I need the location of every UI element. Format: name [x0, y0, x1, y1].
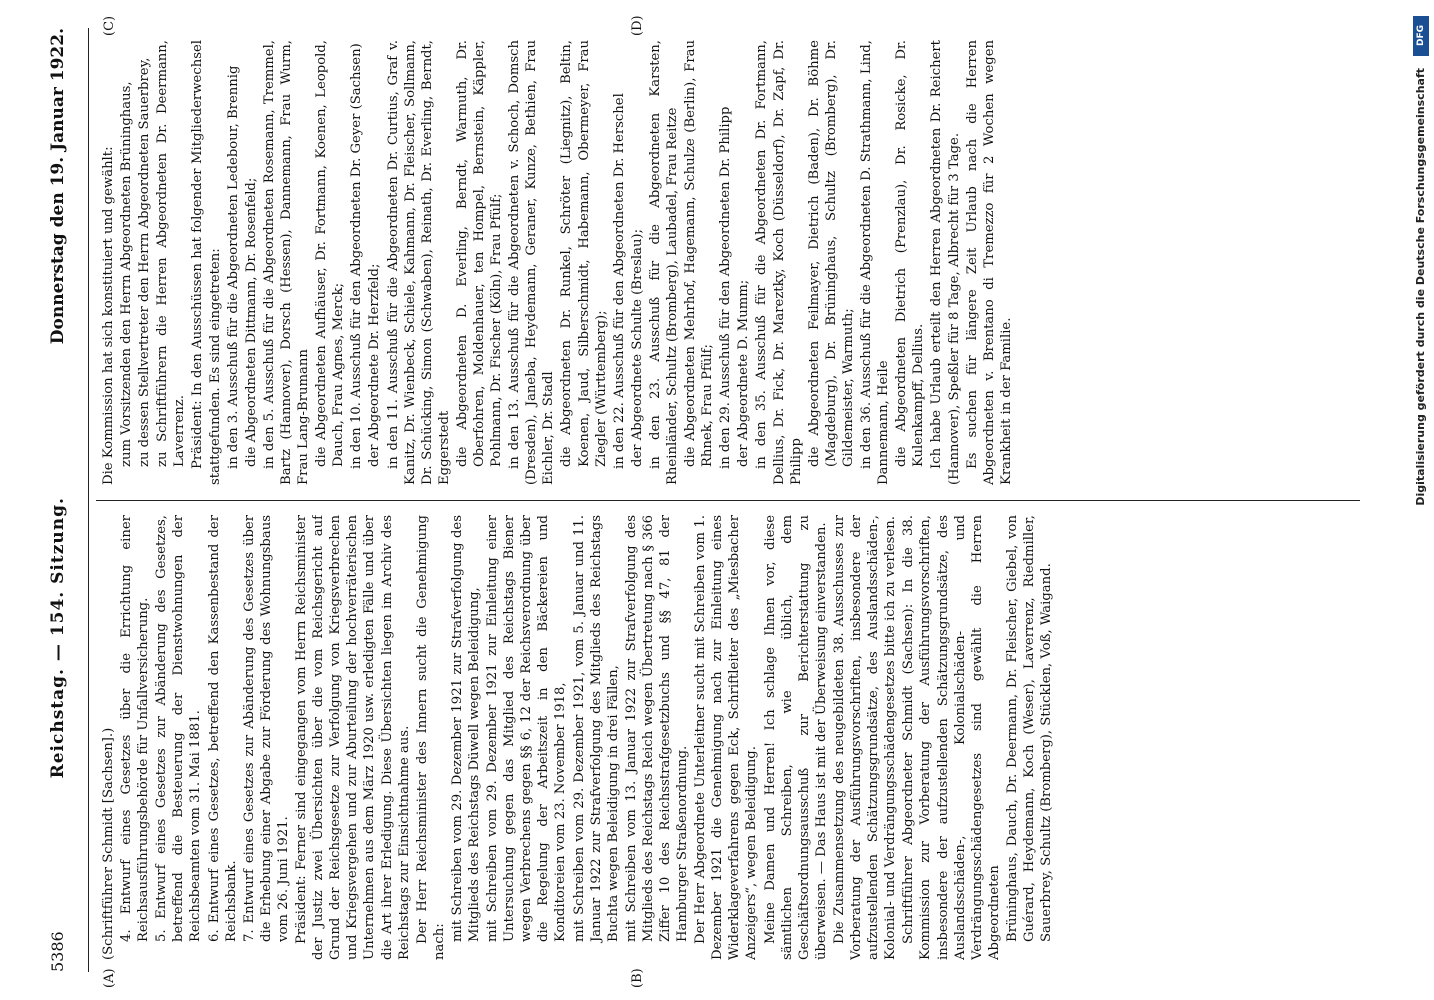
paragraph: Präsident: In den Ausschüssen hat folgender Mitgliederwechsel stattgefunden. Es sind eingetreten: — [190, 40, 223, 485]
paragraph: Schriftführer Abgeordneter Schmidt (Sachsen): In die 38. Kommission zur Vorberatung der Ausführungsvorschriften, insbesondere der aufzustellenden Schätzungsgrundsätze, des Auslandsschäden-, Kolonialschäden- und Verdrängungsschädengesetzes sind gewählt die Herren Abgeordneten — [901, 515, 1002, 960]
paragraph: Die Kommission hat sich konstituiert und gewählt: — [101, 146, 116, 485]
list-item: die Abgeordneten Dr. Runkel, Schröter (Liegnitz), Beltin, Koenen, Jaud, Silberschmidt, Habemann, Obermeyer, Frau Ziegler (Württemberg); — [559, 40, 609, 467]
column-divider — [96, 500, 1360, 501]
list-item: in den 13. Ausschuß für die Abgeordneten v. Schoch, Domsch (Dresden), Janeba, Heydemann, Geraner, Kunze, Bethien, Frau Eichler, Dr. Stadl — [507, 40, 557, 485]
paragraph: Der Herr Reichsminister des Innern sucht die Genehmigung nach: — [414, 515, 447, 960]
list-item: 4. Entwurf eines Gesetzes über die Errichtung einer Reichsausführungsbehörde für Unfallversicherung. — [119, 515, 152, 942]
list-item: der Abgeordnete D. Mumm; — [736, 279, 752, 467]
margin-marker-c: (C) — [102, 15, 117, 36]
list-item: zum Vorsitzenden den Herrn Abgeordneten Brüninghaus, — [119, 81, 135, 467]
margin-marker-a: (A) — [102, 968, 117, 988]
paragraph: Ich habe Urlaub erteilt den Herren Abgeordneten Dr. Reichert (Hannover), Speßler für 8 Tage, Albrecht für 3 Tage. — [929, 40, 962, 485]
paragraph: (Schriftführer Schmidt [Sachsen].) — [101, 727, 116, 960]
list-item: zu Schriftführern die Herren Abgeordneten Dr. Deermann, Laverrenz. — [155, 40, 188, 467]
margin-marker-b: (B) — [630, 968, 645, 988]
list-item: mit Schreiben vom 13. Januar 1922 zur Strafverfolgung des Mitglieds des Reichstags Reich wegen Übertretung nach § 366 Ziffer 10 des Reichsstrafgesetzbuchs und §§ 47, 81 der Hamburger Straßenordnung. — [623, 515, 691, 942]
list-item: in den 22. Ausschuß für den Abgeordneten Dr. Herschel — [611, 93, 627, 469]
credit-strip — [1410, 8, 1432, 988]
list-item: die Abgeordneten D. Everling, Berndt, Warmuth, Dr. Oberfohren, Moldenhauer, ten Hompel, Bernstein, Käppler, Pohlmann, Dr. Fischer (Köln), Frau Pfülf; — [454, 40, 505, 467]
paragraph: Der Herr Abgeordnete Unterleitner sucht mit Schreiben vom 1. Dezember 1921 die Genehmigung nach zur Einleitung eines Widerklageverfahrens gegen Eck, Schriftleiter des „Miesbacher Anzeigers“, wegen Beleidigung. — [693, 515, 760, 960]
paragraph: Es suchen für längere Zeit Urlaub nach die Herren Abgeordneten v. Brentano di Tremezzo für 2 Wochen wegen Krankheit in der Familie. — [964, 40, 1014, 485]
list-item: mit Schreiben vom 29. Dezember 1921, vom 5. Januar und 11. Januar 1922 zur Strafverfolgung des Mitglieds des Reichstags Buchta wegen Beleidigung in drei Fällen, — [571, 515, 621, 942]
list-item: die Abgeordneten Dittmann, Dr. Rosenfeld; — [243, 177, 259, 467]
list-item: in den 29. Ausschuß für den Abgeordneten Dr. Philipp — [718, 106, 734, 469]
left-column — [100, 515, 1340, 960]
list-item: der Abgeordnete Dr. Herzfeld; — [367, 263, 383, 467]
list-item: die Abgeordneten Aufhäuser, Dr. Fortmann, Koenen, Leopold, Dauch, Frau Agnes, Merck; — [314, 40, 347, 467]
right-column — [100, 40, 1340, 485]
list-item: in den 23. Ausschuß für die Abgeordneten Karsten, Rheinländer, Schultz (Bromberg), Laubadel, Frau Reitze — [647, 40, 680, 485]
page-number: 5386 — [48, 931, 67, 972]
page-header — [48, 28, 90, 972]
list-item: der Abgeordnete Schulte (Breslau); — [629, 228, 645, 467]
dfg-logo: DFG — [1413, 16, 1429, 56]
paragraph: Brüninghaus, Dauch, Dr. Deermann, Dr. Fleischer, Giebel, von Guérard, Heydemann, Koch (Weser), Laverrenz, Riedmiller, Sauerbrey, Schultz (Bromberg), Stücklen, Voß, Waigand. — [1004, 515, 1055, 942]
list-item: 5. Entwurf eines Gesetzes zur Abänderung des Gesetzes, betreffend die Besteuerung der Dienstwohnungen der Reichsbeamten vom 31. Mai 1881. — [154, 515, 204, 942]
list-item: zu dessen Stellvertreter den Herrn Abgeordneten Sauerbrey, — [137, 57, 153, 467]
session-date: Donnerstag den 19. Januar 1922. — [48, 28, 68, 345]
list-item: mit Schreiben vom 29. Dezember 1921 zur Strafverfolgung des Mitglieds des Reichstags Düwell wegen Beleidigung, — [449, 515, 482, 942]
paragraph: Meine Damen und Herren! Ich schlage Ihnen vor, diese sämtlichen Schreiben, wie üblich, dem Geschäftsordnungsausschuß zur Berichterstattung zu überweisen. — Das Haus ist mit der Überweisung einverstanden. — [762, 515, 829, 960]
margin-marker-d: (D) — [630, 15, 645, 36]
list-item: in den 11. Ausschuß für die Abgeordneten Dr. Curtius, Graf v. Kanitz, Dr. Wienbeck, Schiele, Kahmann, Dr. Fleischer, Sollmann, Dr. Schücking, Simon (Schwaben), Reinath, Dr. Everling, Berndt, Eggerstedt — [385, 40, 452, 485]
paragraph: Die Zusammensetzung des neugebildeten 38. Ausschusses zur Vorberatung der Ausführungsvorschriften, insbesondere der aufzustellenden Schätzungsgrundsätze, des Auslandsschäden-, Kolonial- und Verdrängungsschädengesetzes bitte ich zu verlesen. — [831, 515, 899, 960]
paragraph: Präsident: Ferner sind eingegangen vom Herrn Reichsminister der Justiz zwei Übersichten über die vom Reichsgericht auf Grund der Reichsgesetze zur Verfolgung von Kriegsverbrechen und Kriegsvergehen und zur Aburteilung der hochverräterischen Unternehmen aus dem März 1920 usw. erledigten Fälle und über die Art ihrer Erledigung. Diese Übersichten liegen im Archiv des Reichstags zur Einsichtnahme aus. — [294, 515, 412, 960]
list-item: die Abgeordneten Feilmayer, Dietrich (Baden), Dr. Böhme (Magdeburg), Dr. Brüninghaus, Schultz (Bromberg), Dr. Gildemeister, Warmuth; — [806, 40, 856, 467]
list-item: 7. Entwurf eines Gesetzes zur Abänderung des Gesetzes über die Erhebung einer Abgabe zur Förderung des Wohnungsbaus vom 26. Juni 1921. — [241, 515, 291, 942]
list-item: in den 5. Ausschuß für die Abgeordneten Rosemann, Tremmel, Bartz (Hannover), Dorsch (Hessen), Dannemann, Frau Wurm, Frau Lang-Brumann — [261, 40, 312, 485]
list-item: die Abgeordneten Mehrhof, Hagemann, Schulze (Berlin), Frau Rhnek, Frau Pfülf; — [683, 40, 716, 467]
list-item: in den 35. Ausschuß für die Abgeordneten Dr. Fortmann, Dellius, Dr. Fick, Dr. Mareztky, Koch (Düsseldorf), Dr. Zapf, Dr. Philipp — [754, 40, 804, 485]
header-rule — [88, 28, 89, 972]
list-item: 6. Entwurf eines Gesetzes, betreffend den Kassenbestand der Reichsbank. — [206, 515, 239, 942]
list-item: mit Schreiben vom 29. Dezember 1921 zur Einleitung einer Untersuchung gegen das Mitglied des Reichstags Biener wegen Verbrechens gegen §§ 6, 12 der Reichsverordnung über die Regelung der Arbeitszeit in den Bäckereien und Konditoreien vom 23. November 1918, — [485, 515, 569, 942]
session-title: Reichstag. — 154. Sitzung. — [48, 497, 68, 779]
credit-text: Digitalisierung gefördert durch die Deutsche Forschungsgemeinschaft — [1414, 68, 1427, 506]
list-item: in den 36. Ausschuß für die Abgeordneten D. Strathmann, Lind, Dannemann, Heile — [859, 40, 892, 485]
list-item: in den 3. Ausschuß für die Abgeordneten Ledebour, Brennig — [225, 65, 241, 469]
list-item: die Abgeordneten Dietrich (Prenzlau), Dr. Rosicke, Dr. Kulenkampff, Dellius. — [894, 40, 927, 467]
list-item: in den 10. Ausschuß für den Abgeordneten Dr. Geyer (Sachsen) — [349, 43, 365, 469]
